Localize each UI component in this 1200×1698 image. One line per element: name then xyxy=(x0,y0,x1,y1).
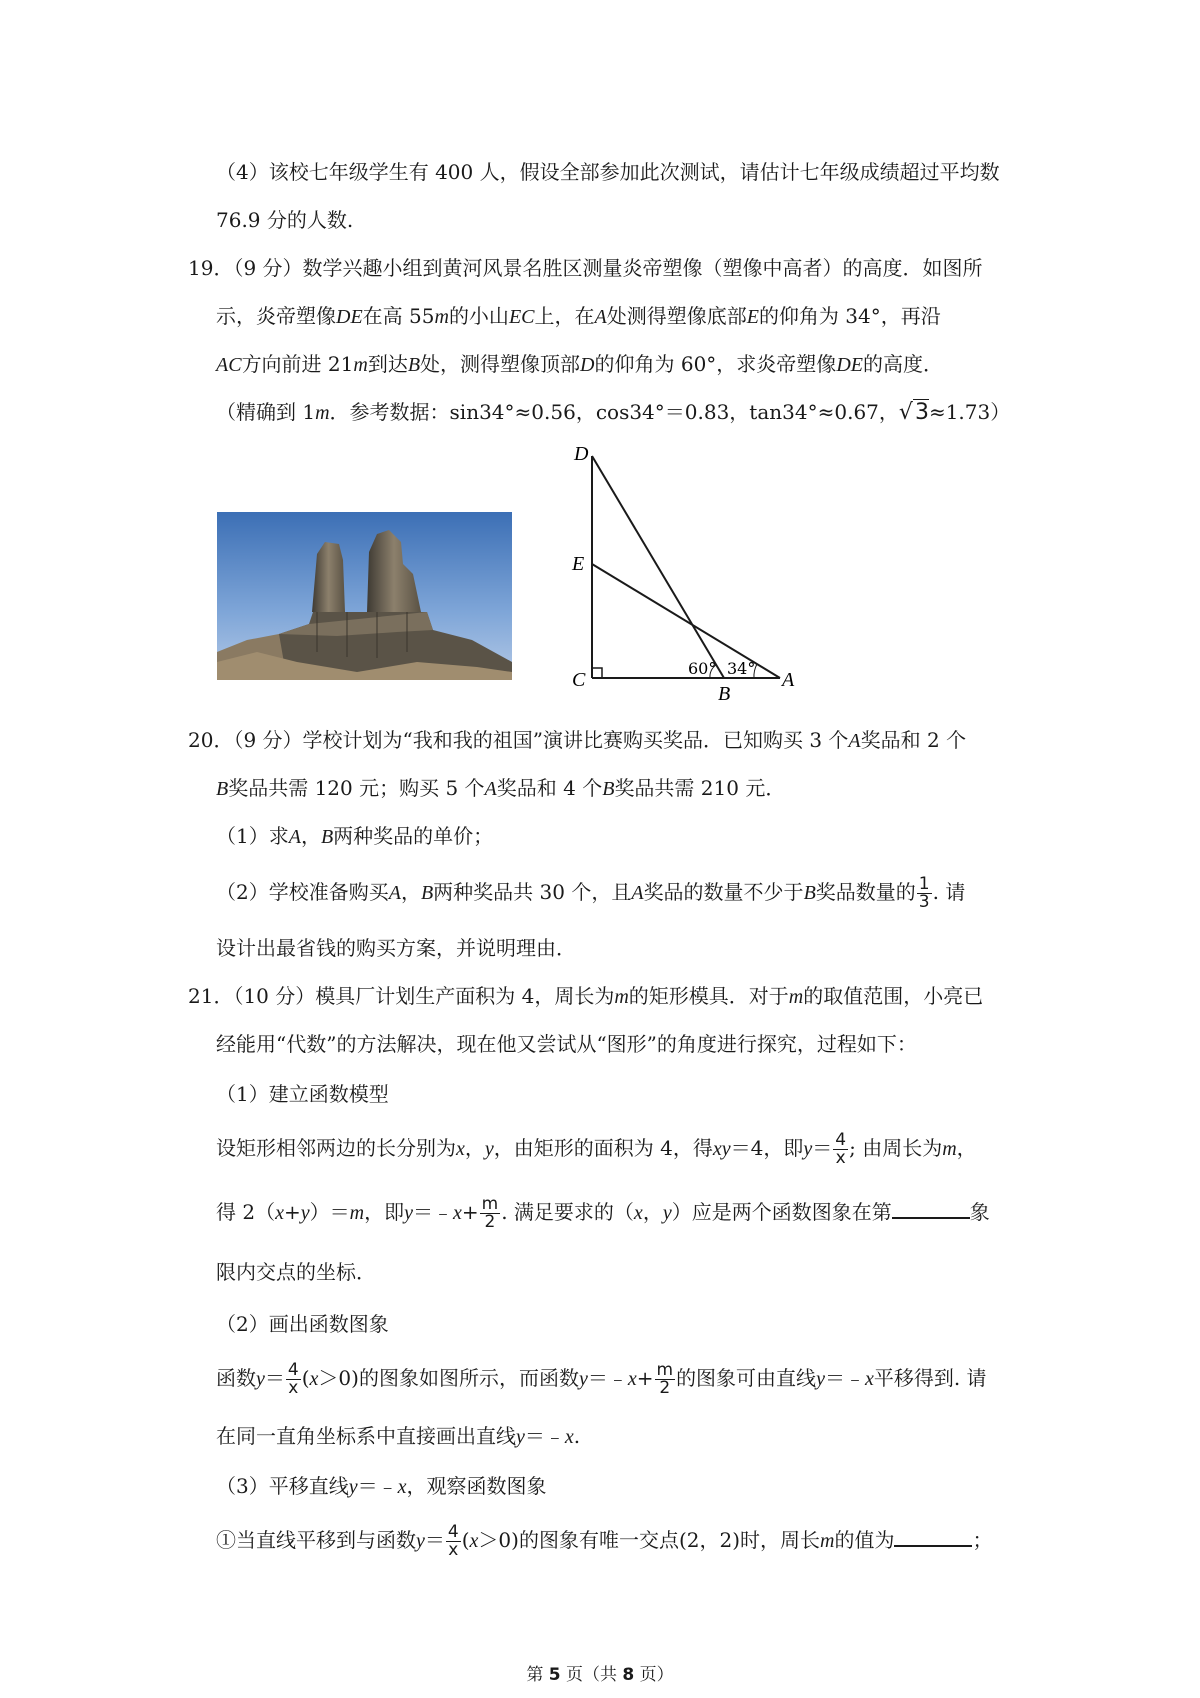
q21-line1: 21．（10 分）模具厂计划生产面积为 4，周长为m的矩形模具．对于m的取值范围，小亮已 xyxy=(188,984,984,1008)
q18-part4-line2: 76.9 分的人数. xyxy=(216,208,354,232)
q19-line2: 示，炎帝塑像DE在高 55m的小山EC上，在A处测得塑像底部E的仰角为 34°，再沿 xyxy=(216,304,941,328)
sqrt-symbol: √3 xyxy=(898,400,929,425)
q19-line3: AC方向前进 21m到达B处，测得塑像顶部D的仰角为 60°，求炎帝塑像DE的高度． xyxy=(216,352,943,376)
q19-line4: （精确到 1m．参考数据：sin34°≈0.56，cos34°＝0.83，tan34°≈0.67，√3≈1.73） xyxy=(216,400,1011,425)
q21-part2-title: （2）画出函数图象 xyxy=(216,1312,389,1336)
geometry-diagram xyxy=(560,438,810,708)
q19-line1: 19．（9 分）数学兴趣小组到黄河风景名胜区测量炎帝塑像（塑像中高者）的高度．如图所 xyxy=(188,256,983,280)
q21-part2-line1: 函数y＝ $\frac{4}{x}$ (x＞0)的图象如图所示，而函数y＝﹣x+ $\frac{m}{2}$ 的图象可由直线y＝﹣x平移得到. 请 xyxy=(216,1360,987,1398)
q21-part3-case1: ①当直线平移到与函数y＝ $\frac{4}{x}$ (x＞0)的图象有唯一交点(2，2)时，周长m的值为 ； xyxy=(216,1522,993,1560)
label-A: A xyxy=(782,669,795,691)
q20-part1: （1）求A，B两种奖品的单价； xyxy=(216,824,494,848)
label-E: E xyxy=(572,553,585,575)
line-DB xyxy=(592,456,724,678)
fraction-m-over-2: $\frac{m}{2}$ xyxy=(481,1194,499,1232)
fraction-4-over-x: $\frac{4}{x}$ xyxy=(287,1360,299,1398)
label-D: D xyxy=(574,443,589,465)
q18-part4-line1: （4）该校七年级学生有 400 人，假设全部参加此次测试，请估计七年级成绩超过平均数 xyxy=(216,160,1000,184)
answer-blank-quadrant[interactable] xyxy=(892,1199,970,1219)
q21-part1-title: （1）建立函数模型 xyxy=(216,1082,389,1106)
statue-photo xyxy=(217,512,512,680)
q20-part2: （2）学校准备购买A，B两种奖品共 30 个，且A奖品的数量不少于B奖品数量的 $\frac{1}{3}$ . 请 xyxy=(216,874,966,912)
right-angle-mark xyxy=(592,668,602,678)
label-C: C xyxy=(572,669,586,691)
q21-part1-line1: 设矩形相邻两边的长分别为x，y，由矩形的面积为 4，得xy＝4，即y＝ $\frac{4}{x}$ ; 由周长为m， xyxy=(216,1130,977,1168)
fraction-4-over-x: $\frac{4}{x}$ xyxy=(835,1130,847,1168)
answer-blank-perimeter[interactable] xyxy=(894,1527,972,1547)
fraction-one-third: $\frac{1}{3}$ xyxy=(918,874,930,912)
fraction-4-over-x: $\frac{4}{x}$ xyxy=(447,1522,459,1560)
q21-line2: 经能用“代数”的方法解决，现在他又尝试从“图形”的角度进行探究，过程如下： xyxy=(216,1032,917,1056)
angle-34-label: 34° xyxy=(727,659,756,678)
label-B: B xyxy=(718,683,731,705)
page-footer: 第 5 页（共 8 页） xyxy=(526,1665,674,1685)
q21-part1-line2: 得 2（x+y）＝m，即y＝﹣x+ $\frac{m}{2}$ . 满足要求的（x，y）应是两个函数图象在第 象 xyxy=(216,1194,990,1232)
angle-60-label: 60° xyxy=(688,659,717,678)
q20-line2: B奖品共需 120 元；购买 5 个A奖品和 4 个B奖品共需 210 元． xyxy=(216,776,786,800)
q20-part2-line2: 设计出最省钱的购买方案，并说明理由． xyxy=(216,936,576,960)
q21-part1-line3: 限内交点的坐标． xyxy=(216,1260,376,1284)
fraction-m-over-2: $\frac{m}{2}$ xyxy=(656,1360,674,1398)
q21-part3-title: （3）平移直线y＝﹣x，观察函数图象 xyxy=(216,1474,547,1498)
q20-line1: 20．（9 分）学校计划为“我和我的祖国”演讲比赛购买奖品．已知购买 3 个A奖品和 2 个 xyxy=(188,728,967,752)
q21-part2-line2: 在同一直角坐标系中直接画出直线y＝﹣x. xyxy=(216,1424,581,1448)
